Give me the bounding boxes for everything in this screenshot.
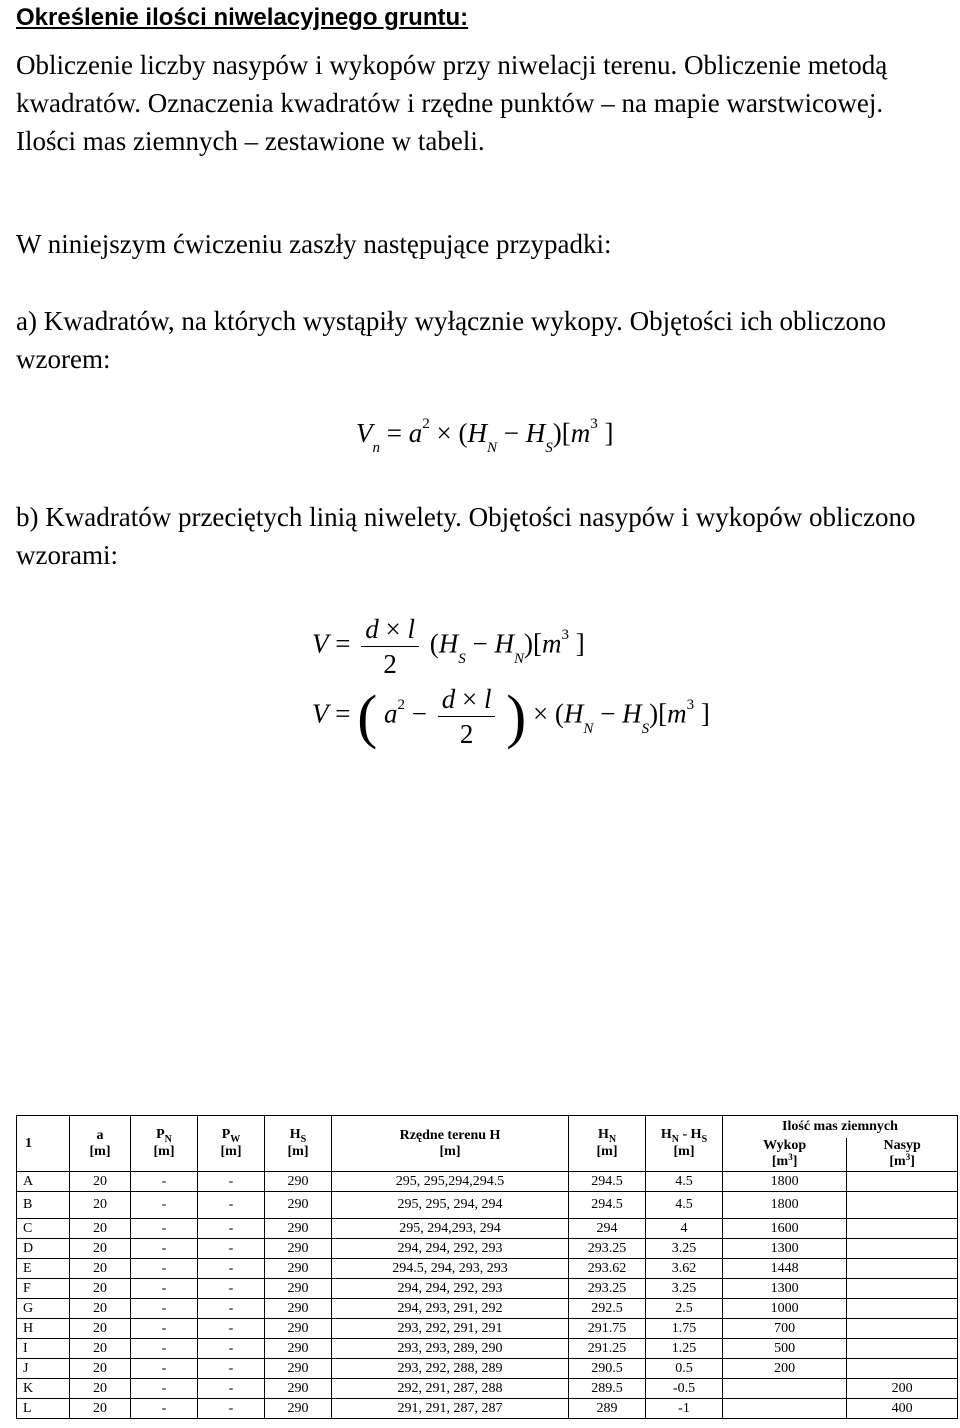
formula-symbol: d — [441, 684, 456, 714]
table-cell-pw: - — [198, 1192, 265, 1219]
table-cell-a: 20 — [70, 1259, 131, 1279]
table-cell-pn: - — [131, 1279, 198, 1299]
header-hs: $H_S$ [m] — [265, 1116, 332, 1172]
table-cell-a: 20 — [70, 1172, 131, 1192]
formula-symbol: ] — [700, 698, 710, 729]
header-hn: $H_N$ [m] — [569, 1116, 646, 1172]
table-cell-nasyp — [847, 1192, 958, 1219]
table-cell-a: 20 — [70, 1219, 131, 1239]
formula-symbol: ) — [506, 683, 527, 750]
formula-symbol: H — [438, 628, 459, 659]
table-cell-wykop — [723, 1379, 847, 1399]
table-cell-hs: 290 — [265, 1192, 332, 1219]
table-cell-pn: - — [131, 1399, 198, 1419]
formula-symbol: 2 — [422, 416, 430, 432]
table-cell-nasyp — [847, 1299, 958, 1319]
header-index: 1 — [17, 1116, 70, 1172]
formula-symbol: m — [570, 418, 591, 448]
table-cell-a: 20 — [70, 1279, 131, 1299]
table-cell-id: E — [17, 1259, 70, 1279]
table-cell-pw: - — [198, 1239, 265, 1259]
formula-symbol: × — [385, 614, 401, 644]
table-row — [17, 1379, 958, 1399]
table-cell-hs: 290 — [265, 1279, 332, 1299]
table-cell-rz: 294, 294, 292, 293 — [332, 1239, 569, 1259]
header-diff: $H_N - H_S$ [m] — [646, 1116, 723, 1172]
formula-symbol: − — [600, 698, 616, 729]
table-cell-pw: - — [198, 1379, 265, 1399]
table-cell-nasyp: 200 — [847, 1379, 958, 1399]
table-cell-nasyp — [847, 1279, 958, 1299]
formula-symbol: V — [312, 698, 329, 729]
table-cell-diff: 4.5 — [646, 1172, 723, 1192]
table-cell-a: 20 — [70, 1299, 131, 1319]
table-cell-pn: - — [131, 1172, 198, 1192]
table-cell-wykop: 700 — [723, 1319, 847, 1339]
formula-symbol: H — [563, 698, 584, 729]
table-cell-id: J — [17, 1359, 70, 1379]
table-cell-pw: - — [198, 1319, 265, 1339]
table-cell-rz: 295, 295,294,294.5 — [332, 1172, 569, 1192]
table-cell-diff: -0.5 — [646, 1379, 723, 1399]
formula-symbol: ( — [458, 418, 468, 448]
table-row — [17, 1359, 958, 1379]
table-cell-pn: - — [131, 1299, 198, 1319]
table-cell-pn: - — [131, 1259, 198, 1279]
table-cell-pn: - — [131, 1359, 198, 1379]
table-cell-rz: 293, 292, 288, 289 — [332, 1359, 569, 1379]
table-cell-diff: 2.5 — [646, 1299, 723, 1319]
table-cell-pw: - — [198, 1299, 265, 1319]
table-cell-hn: 292.5 — [569, 1299, 646, 1319]
table-cell-id: F — [17, 1279, 70, 1299]
table-cell-pw: - — [198, 1399, 265, 1419]
table-cell-rz: 294, 294, 292, 293 — [332, 1279, 569, 1299]
table-cell-rz: 294.5, 294, 293, 293 — [332, 1259, 569, 1279]
table-cell-wykop: 1448 — [723, 1259, 847, 1279]
table-cell-hs: 290 — [265, 1359, 332, 1379]
table-cell-wykop: 1300 — [723, 1279, 847, 1299]
table-cell-hn: 291.25 — [569, 1339, 646, 1359]
table-cell-id: K — [17, 1379, 70, 1399]
table-cell-rz: 293, 292, 291, 291 — [332, 1319, 569, 1339]
case-b-paragraph: b) Kwadratów przeciętych linią niwelety. Objętości nasypów i wykopów obliczono wzorami: — [16, 502, 916, 570]
table-cell-pw: - — [198, 1279, 265, 1299]
table-cell-diff: 3.62 — [646, 1259, 723, 1279]
formula-symbol: ( — [357, 683, 378, 750]
formula-symbol: [ — [561, 418, 571, 448]
formula-symbol: H — [494, 628, 514, 659]
table-cell-pn: - — [131, 1219, 198, 1239]
formula-symbol: S — [545, 440, 553, 456]
table-cell-pw: - — [198, 1259, 265, 1279]
table-cell-hs: 290 — [265, 1379, 332, 1399]
table-cell-a: 20 — [70, 1192, 131, 1219]
table-row — [17, 1192, 958, 1219]
page-title: Określenie ilości niwelacyjnego gruntu: — [16, 4, 469, 31]
table-cell-pw: - — [198, 1172, 265, 1192]
formula-case-b-1 — [312, 612, 585, 681]
formula-case-a — [356, 416, 614, 456]
table-cell-id: B — [17, 1192, 70, 1219]
formula-symbol: [ — [658, 698, 668, 729]
table-cell-wykop: 500 — [723, 1339, 847, 1359]
table-cell-wykop: 1600 — [723, 1219, 847, 1239]
formula-symbol: = — [335, 628, 351, 659]
formula-symbol: 2 — [383, 649, 397, 679]
table-row — [17, 1259, 958, 1279]
formula-symbol: S — [641, 720, 650, 737]
formula-symbol: = — [335, 698, 351, 729]
formula-symbol: N — [486, 440, 497, 456]
formula-symbol: 3 — [686, 696, 695, 713]
table-cell-hs: 290 — [265, 1172, 332, 1192]
table-cell-wykop: 1000 — [723, 1299, 847, 1319]
formula-symbol: d — [365, 614, 379, 644]
table-cell-hs: 290 — [265, 1319, 332, 1339]
table-cell-wykop: 1300 — [723, 1239, 847, 1259]
table-cell-nasyp: 400 — [847, 1399, 958, 1419]
table-row — [17, 1172, 958, 1192]
table-cell-id: C — [17, 1219, 70, 1239]
case-a-paragraph: a) Kwadratów, na których wystąpiły wyłącznie wykopy. Objętości ich obliczono wzorem: — [16, 306, 886, 374]
formula-symbol: a — [408, 418, 423, 448]
table-cell-a: 20 — [70, 1379, 131, 1399]
formula-symbol: 2 — [397, 696, 405, 713]
table-cell-nasyp — [847, 1319, 958, 1339]
table-cell-hn: 293.25 — [569, 1279, 646, 1299]
formula-symbol: ( — [429, 628, 439, 659]
table-cell-hn: 291.75 — [569, 1319, 646, 1339]
header-ilosc: Ilość mas ziemnych — [723, 1116, 958, 1138]
earthwork-table — [16, 1115, 958, 1419]
formula-symbol: × — [436, 418, 452, 448]
table-cell-hs: 290 — [265, 1219, 332, 1239]
table-cell-hs: 290 — [265, 1239, 332, 1259]
header-nasyp: Nasyp $[m^3]$ — [847, 1138, 958, 1172]
table-cell-hs: 290 — [265, 1299, 332, 1319]
table-cell-a: 20 — [70, 1359, 131, 1379]
table-cell-diff: 1.75 — [646, 1319, 723, 1339]
formula-symbol: 3 — [561, 626, 569, 643]
header-a: a [m] — [70, 1116, 131, 1172]
table-cell-id: I — [17, 1339, 70, 1359]
formula-symbol: n — [372, 440, 380, 456]
formula-symbol: l — [483, 684, 492, 714]
table-cell-hn: 293.25 — [569, 1239, 646, 1259]
table-row — [17, 1219, 958, 1239]
formula-symbol: − — [411, 698, 427, 729]
table-cell-id: H — [17, 1319, 70, 1339]
table-cell-wykop: 1800 — [723, 1172, 847, 1192]
header-wykop: Wykop $[m^3]$ — [723, 1138, 847, 1172]
formula-symbol: m — [667, 698, 687, 729]
formula-symbol: N — [513, 650, 524, 667]
formula-symbol: × — [461, 684, 478, 714]
table-cell-pw: - — [198, 1339, 265, 1359]
formula-case-b-2 — [312, 682, 710, 751]
table-cell-rz: 295, 294,293, 294 — [332, 1219, 569, 1239]
table-cell-id: G — [17, 1299, 70, 1319]
table-cell-diff: 3.25 — [646, 1279, 723, 1299]
table-cell-rz: 295, 295, 294, 294 — [332, 1192, 569, 1219]
table-cell-hn: 294.5 — [569, 1172, 646, 1192]
table-cell-a: 20 — [70, 1239, 131, 1259]
table-cell-diff: -1 — [646, 1399, 723, 1419]
formula-symbol: 2 — [459, 719, 474, 749]
formula-symbol: H — [622, 698, 642, 729]
table-cell-rz: 292, 291, 287, 288 — [332, 1379, 569, 1399]
formula-symbol: ] — [575, 628, 585, 659]
table-cell-pw: - — [198, 1219, 265, 1239]
formula-symbol: m — [541, 628, 562, 659]
table-cell-id: L — [17, 1399, 70, 1419]
formula-symbol: = — [386, 418, 402, 448]
table-cell-pn: - — [131, 1379, 198, 1399]
table-cell-pn: - — [131, 1339, 198, 1359]
table-cell-nasyp — [847, 1239, 958, 1259]
table-row — [17, 1299, 958, 1319]
table-cell-diff: 0.5 — [646, 1359, 723, 1379]
table-cell-hs: 290 — [265, 1259, 332, 1279]
table-cell-diff: 3.25 — [646, 1239, 723, 1259]
cases-paragraph: W niniejszym ćwiczeniu zaszły następujące przypadki: — [16, 229, 612, 259]
table-cell-hs: 290 — [265, 1339, 332, 1359]
table-cell-hn: 294.5 — [569, 1192, 646, 1219]
formula-symbol: V — [312, 628, 329, 659]
formula-symbol: − — [472, 628, 488, 659]
table-cell-nasyp — [847, 1219, 958, 1239]
formula-symbol: V — [356, 418, 373, 448]
table-cell-rz: 291, 291, 287, 287 — [332, 1399, 569, 1419]
table-cell-nasyp — [847, 1259, 958, 1279]
formula-symbol: l — [407, 614, 415, 644]
table-cell-hn: 290.5 — [569, 1359, 646, 1379]
formula-symbol: ) — [649, 698, 659, 729]
table-cell-hn: 293.62 — [569, 1259, 646, 1279]
table-cell-hn: 289.5 — [569, 1379, 646, 1399]
table-cell-diff: 4.5 — [646, 1192, 723, 1219]
table-cell-wykop — [723, 1399, 847, 1419]
formula-symbol: N — [583, 720, 594, 737]
table-row — [17, 1239, 958, 1259]
fraction — [438, 682, 496, 751]
header-pn: $P_N$ [m] — [131, 1116, 198, 1172]
table-cell-diff: 4 — [646, 1219, 723, 1239]
table-cell-rz: 293, 293, 289, 290 — [332, 1339, 569, 1359]
table-row — [17, 1279, 958, 1299]
table-cell-hs: 290 — [265, 1399, 332, 1419]
table-cell-nasyp — [847, 1339, 958, 1359]
table-cell-pn: - — [131, 1239, 198, 1259]
table-cell-pw: - — [198, 1359, 265, 1379]
intro-paragraph: Obliczenie liczby nasypów i wykopów przy niwelacji terenu. Obliczenie metodą kwadratów. Oznaczenia kwadratów i rzędne punktów – na mapie warstwicowej. Ilości mas ziemnych – zestawione w tabeli. — [16, 50, 888, 156]
table-row — [17, 1319, 958, 1339]
table-cell-nasyp — [847, 1172, 958, 1192]
formula-symbol: ) — [523, 628, 533, 659]
table-cell-hn: 294 — [569, 1219, 646, 1239]
table-row — [17, 1399, 958, 1419]
formula-symbol: × — [532, 698, 549, 729]
formula-symbol: − — [503, 418, 519, 448]
table-cell-wykop: 200 — [723, 1359, 847, 1379]
table-cell-pn: - — [131, 1319, 198, 1339]
formula-symbol: [ — [532, 628, 542, 659]
formula-symbol: ] — [604, 418, 614, 448]
header-rzedne: Rzędne terenu H [m] — [332, 1116, 569, 1172]
table-cell-id: A — [17, 1172, 70, 1192]
table-cell-pn: - — [131, 1192, 198, 1219]
formula-symbol: a — [383, 698, 398, 729]
formula-symbol: ) — [552, 418, 562, 448]
formula-symbol: H — [525, 418, 546, 448]
formula-symbol: H — [467, 418, 487, 448]
table-cell-diff: 1.25 — [646, 1339, 723, 1359]
formula-symbol: S — [458, 650, 466, 667]
table-cell-a: 20 — [70, 1339, 131, 1359]
table-cell-a: 20 — [70, 1399, 131, 1419]
table-cell-nasyp — [847, 1359, 958, 1379]
table-cell-hn: 289 — [569, 1399, 646, 1419]
table-cell-wykop: 1800 — [723, 1192, 847, 1219]
table-cell-a: 20 — [70, 1319, 131, 1339]
table-row — [17, 1339, 958, 1359]
table-cell-id: D — [17, 1239, 70, 1259]
header-pw: $P_W$ [m] — [198, 1116, 265, 1172]
formula-symbol: 3 — [590, 416, 598, 432]
formula-symbol: ( — [554, 698, 564, 729]
table-cell-rz: 294, 293, 291, 292 — [332, 1299, 569, 1319]
fraction — [361, 612, 419, 681]
